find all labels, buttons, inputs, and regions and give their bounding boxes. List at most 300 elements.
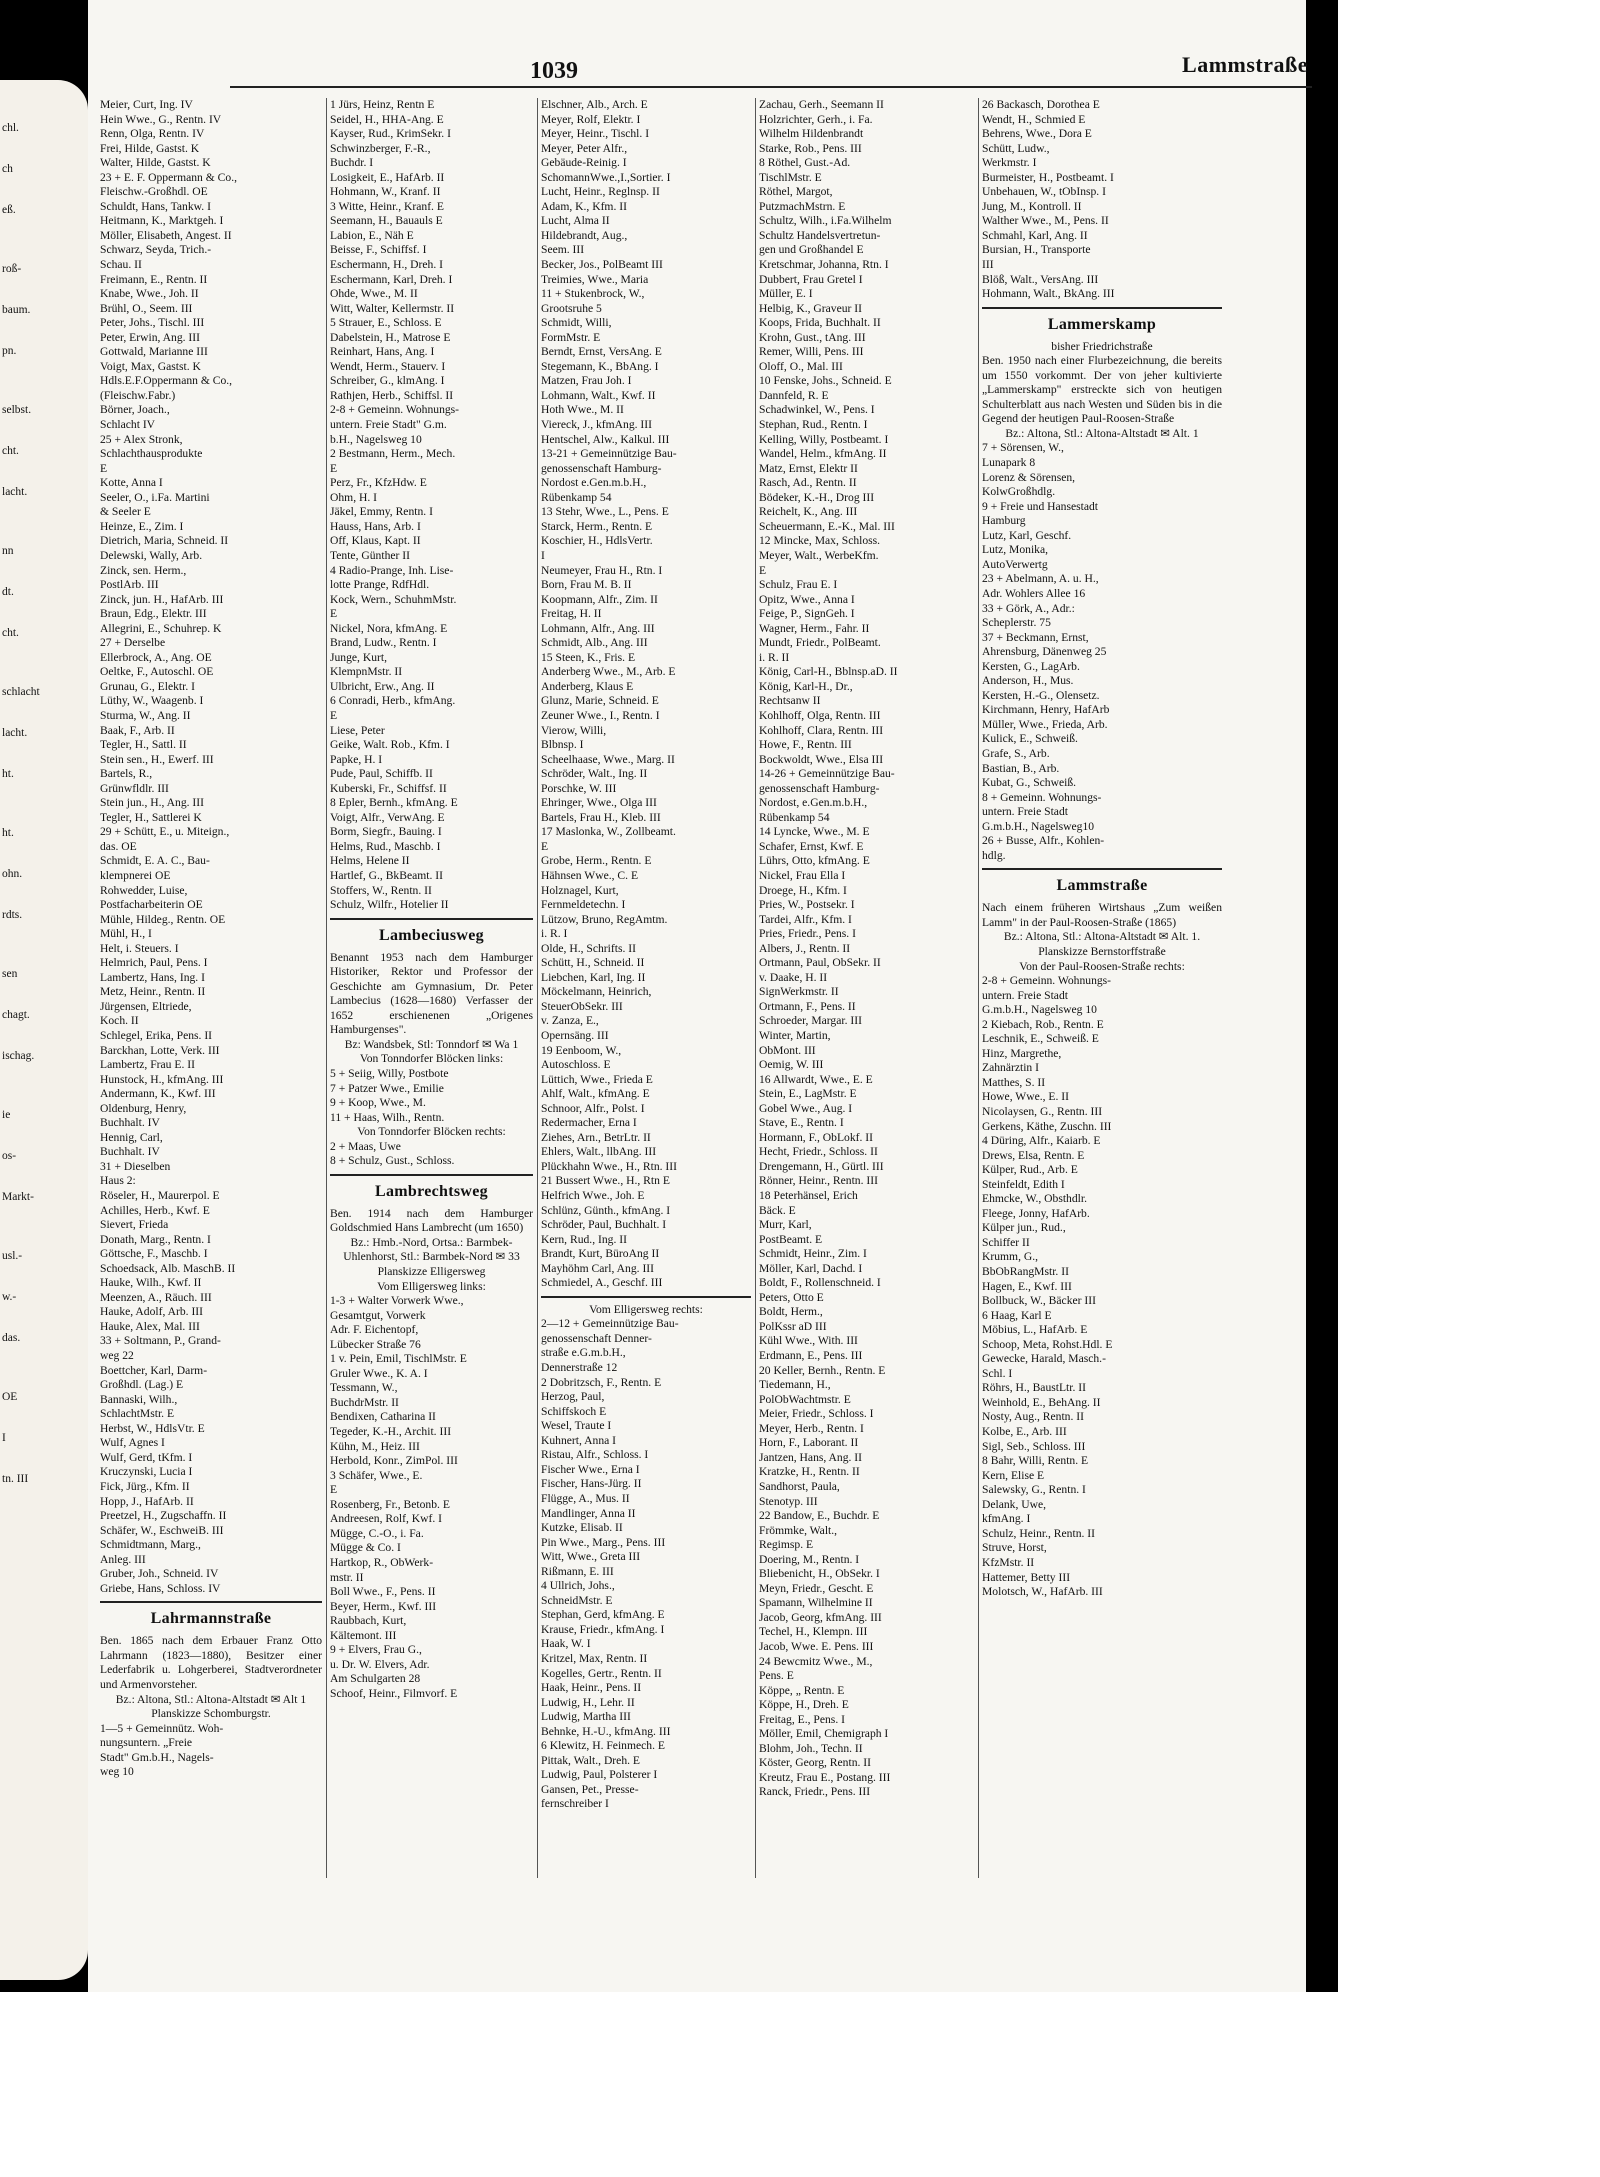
directory-entry: Grafe, S., Arb. xyxy=(982,746,1050,760)
directory-entry: Ehringer, Wwe., Olga III xyxy=(541,796,657,810)
directory-entry: Lohmann, Alfr., Ang. III xyxy=(541,621,655,635)
left-page-fragment: ht. xyxy=(2,768,14,780)
directory-entry: Müller, Wwe., Frieda, Arb. xyxy=(982,717,1108,731)
directory-entry: Koch. II xyxy=(100,1014,139,1028)
directory-entry: Jacob, Wwe. E. Pens. III xyxy=(759,1639,874,1653)
left-page-fragment: usl.- xyxy=(2,1250,23,1262)
directory-entry: Droege, H., Kfm. I xyxy=(759,883,847,897)
directory-entry: Boldt, F., Rollenschneid. I xyxy=(759,1276,881,1290)
directory-entry: Ludwig, Paul, Polsterer I xyxy=(541,1768,658,1782)
directory-entry: i. R. I xyxy=(541,927,568,941)
directory-entry: Schultz, Wilh., i.Fa.Wilhelm xyxy=(759,214,892,228)
directory-entry: Meyer, Herb., Rentn. I xyxy=(759,1421,864,1435)
directory-entry: Stoffers, W., Rentn. II xyxy=(330,883,432,897)
left-page-fragment: dt. xyxy=(2,586,14,598)
directory-entry: lotte Prange, RdfHdl. xyxy=(330,578,430,592)
directory-entry: 15 Steen, K., Fris. E xyxy=(541,650,636,664)
street-note: Planskizze Schomburgstr. xyxy=(151,1707,271,1721)
directory-entry: Opernsäng. III xyxy=(541,1029,609,1042)
directory-entry: Matzen, Frau Joh. I xyxy=(541,374,632,388)
directory-entry: Reichelt, K., Ang. III xyxy=(759,505,858,519)
directory-entry: 3 Witte, Heinr., Kranf. E xyxy=(330,199,444,213)
directory-entry: Gottwald, Marianne III xyxy=(100,345,208,359)
directory-entry: Rosenberg, Fr., Betonb. E xyxy=(330,1497,450,1511)
directory-entry: Hartkop, R., ObWerk- xyxy=(330,1555,434,1569)
left-page-fragment: pn. xyxy=(2,345,17,357)
directory-entry: Lüttich, Wwe., Frieda E xyxy=(541,1072,653,1086)
directory-entry: Nordost e.Gen.m.b.H., xyxy=(541,476,647,490)
directory-entry: Schäfer, W., EschweiB. III xyxy=(100,1523,224,1537)
directory-entry: Feige, P., SignGeh. I xyxy=(759,607,855,621)
directory-entry: Peter, Erwin, Ang. III xyxy=(100,330,200,344)
directory-entry: Haus 2: xyxy=(100,1174,136,1188)
left-page-fragment: ischag. xyxy=(2,1050,35,1062)
directory-entry: Ehmcke, W., Obsthdlr. xyxy=(982,1192,1087,1206)
directory-entry: König, Karl-H., Dr., xyxy=(759,679,853,693)
directory-entry: Külper, Rud., Arb. E xyxy=(982,1163,1078,1177)
directory-entry: Blbnsp. I xyxy=(541,738,584,752)
directory-entry: Schlegel, Erika, Pens. II xyxy=(100,1029,213,1042)
directory-entry: Möckelmann, Heinrich, xyxy=(541,985,652,999)
directory-entry: Lützow, Bruno, RegAmtm. xyxy=(541,912,668,926)
left-page-fragment: cht. xyxy=(2,627,19,639)
directory-entry: Meier, Curt, Ing. IV xyxy=(100,98,193,111)
directory-entry: 2-8 + Gemeinn. Wohnungs- xyxy=(330,403,460,417)
directory-entry: Fernmeldetechn. I xyxy=(541,898,626,912)
directory-entry: KlempnMstr. II xyxy=(330,665,403,679)
left-page-fragment: ohn. xyxy=(2,868,23,880)
directory-entry: 2—12 + Gemeinnützige Bau- xyxy=(541,1317,679,1331)
left-page-fragment: cht. xyxy=(2,445,19,457)
directory-entry: untern. Freie Stadt" G.m. xyxy=(330,418,447,432)
directory-entry: AutoVerwertg xyxy=(982,557,1048,571)
directory-entry: Ahlf, Walt., kfmAng. E xyxy=(541,1087,650,1101)
directory-entry: Behrens, Wwe., Dora E xyxy=(982,127,1092,141)
directory-entry: Stave, E., Rentn. I xyxy=(759,1116,844,1130)
directory-entry: Autoschloss. E xyxy=(541,1058,611,1072)
directory-entry: PolObWachtmstr. E xyxy=(759,1392,851,1406)
directory-entry: Beyer, Herm., Kwf. III xyxy=(330,1599,437,1613)
street-note: Planskizze Elligersweg xyxy=(377,1265,486,1279)
directory-entry: Koschier, H., HdlsVertr. xyxy=(541,534,653,548)
column-4 xyxy=(759,98,974,1878)
directory-entry: 14-26 + Gemeinnützige Bau- xyxy=(759,767,895,781)
directory-entry: Oldenburg, Henry, xyxy=(100,1101,187,1115)
directory-entry: Oeltke, F., Autoschl. OE xyxy=(100,665,214,679)
directory-entry: E xyxy=(330,708,338,722)
street-description: Benannt 1953 nach dem Hamburger Historiker, Rektor und Professor der Geschichte am Gymnasium, Dr. Peter Lambecius (1628—1680) Verfasser der 1652 erschienenen „Origenes Hamburgenses". xyxy=(330,950,533,1037)
directory-entry: Olde, H., Schrifts. II xyxy=(541,941,636,955)
directory-entry: 29 + Schütt, E., u. Miteign., xyxy=(100,825,230,839)
directory-entry: 6 Conradi, Herb., kfmAng. xyxy=(330,694,456,708)
directory-entry: Matz, Ernst, Elektr II xyxy=(759,461,858,475)
directory-entry: Jäkel, Emmy, Rentn. I xyxy=(330,505,433,519)
directory-entry: Gebäude-Reinig. I xyxy=(541,156,627,170)
directory-entry: E xyxy=(100,461,108,475)
directory-entry: Bannaski, Wilh., xyxy=(100,1392,178,1406)
directory-entry: Fleischw.-Großhdl. OE xyxy=(100,185,208,199)
directory-entry: PolKssr aD III xyxy=(759,1319,827,1333)
directory-entry: 21 Bussert Wwe., H., Rtn E xyxy=(541,1174,670,1188)
directory-entry: Horn, F., Laborant. II xyxy=(759,1436,859,1450)
directory-entry: Schröder, Walt., Ing. II xyxy=(541,767,648,781)
directory-entry: Hattemer, Betty III xyxy=(982,1570,1071,1584)
directory-entry: Walther Wwe., M., Pens. II xyxy=(982,214,1109,228)
directory-entry: Bartels, Frau H., Kleb. III xyxy=(541,810,661,824)
directory-entry: Bursian, H., Transporte xyxy=(982,243,1091,257)
directory-entry: PostlArb. III xyxy=(100,578,159,592)
directory-entry: Lambertz, Hans, Ing. I xyxy=(100,970,205,984)
directory-entry: Hunstock, H., kfmAng. III xyxy=(100,1072,224,1086)
directory-entry: Schmidtmann, Marg., xyxy=(100,1538,201,1552)
directory-entry: Kruczynski, Lucia I xyxy=(100,1465,193,1479)
directory-entry: Dannfeld, R. E xyxy=(759,388,829,402)
directory-entry: Schmidt, Heinr., Zim. I xyxy=(759,1247,867,1261)
street-heading: Lammerskamp xyxy=(1047,315,1157,333)
directory-entry: Metz, Heinr., Rentn. II xyxy=(100,985,206,999)
directory-entry: Zinck, sen. Herm., xyxy=(100,563,187,577)
directory-entry: Boldt, Herm., xyxy=(759,1305,823,1319)
directory-entry: Kersten, H.-G., Olensetz. xyxy=(982,688,1100,702)
directory-entry: Dubbert, Frau Gretel I xyxy=(759,272,863,286)
section-rule xyxy=(982,868,1222,870)
directory-entry: Rönner, Heinr., Rentn. III xyxy=(759,1174,878,1188)
directory-entry: Griebe, Hans, Schloss. IV xyxy=(100,1581,221,1595)
directory-entry: untern. Freie Stadt xyxy=(982,805,1068,819)
directory-entry: 2-8 + Gemeinn. Wohnungs- xyxy=(982,974,1112,988)
directory-entry: Schmahl, Karl, Ang. II xyxy=(982,228,1088,242)
directory-entry: Vierow, Willi, xyxy=(541,723,607,737)
directory-entry: Schulz, Wilfr., Hotelier II xyxy=(330,898,449,912)
directory-entry: Lucht, Alma II xyxy=(541,214,610,228)
directory-entry: Anderberg, Klaus E xyxy=(541,679,634,693)
directory-entry: Knabe, Wwe., Joh. II xyxy=(100,287,199,301)
directory-entry: 20 Keller, Bernh., Rentn. E xyxy=(759,1363,886,1377)
directory-entry: Hauke, Adolf, Arb. III xyxy=(100,1305,204,1319)
directory-entry: 2 Kiebach, Rob., Rentn. E xyxy=(982,1017,1104,1031)
left-page-fragment: ht. xyxy=(2,827,14,839)
directory-entry: Röhrs, H., BaustLtr. II xyxy=(982,1381,1087,1395)
directory-entry: 26 Backasch, Dorothea E xyxy=(982,98,1100,111)
directory-entry: 31 + Dieselben xyxy=(100,1159,171,1173)
directory-entry: Pittak, Walt., Dreh. E xyxy=(541,1753,640,1767)
directory-entry: III xyxy=(982,258,994,272)
directory-entry: nungsuntern. „Freie xyxy=(100,1736,193,1750)
left-page-fragment: rdts. xyxy=(2,909,23,921)
directory-entry: Freimann, E., Rentn. II xyxy=(100,272,208,286)
directory-entry: 11 + Haas, Wilh., Rentn. xyxy=(330,1110,445,1124)
directory-entry: Adr. Wohlers Allee 16 xyxy=(982,586,1086,600)
directory-entry: Spamann, Wilhelmine II xyxy=(759,1596,873,1610)
directory-entry: Rathjen, Herb., Schiffsl. II xyxy=(330,388,454,402)
directory-entry: Hopp, J., HafArb. II xyxy=(100,1494,194,1508)
directory-entry: Meyer, Rolf, Elektr. I xyxy=(541,112,641,126)
left-page-fragment: ch xyxy=(2,163,13,175)
directory-entry: Kolbe, E., Arb. III xyxy=(982,1425,1067,1439)
directory-entry: Fick, Jürg., Kfm. II xyxy=(100,1479,190,1493)
directory-entry: Schiffer II xyxy=(982,1235,1030,1249)
directory-entry: Köster, Georg, Rentn. II xyxy=(759,1756,872,1770)
directory-entry: 18 Peterhänsel, Erich xyxy=(759,1189,858,1203)
directory-entry: Eschermann, H., Dreh. I xyxy=(330,258,443,272)
directory-entry: Helms, Helene II xyxy=(330,854,410,868)
directory-entry: klempnerei OE xyxy=(100,868,171,882)
directory-entry: 1 Jürs, Heinz, Rentn E xyxy=(330,98,435,111)
directory-entry: Andermann, K., Kwf. III xyxy=(100,1087,216,1101)
directory-entry: straße e.G.m.b.H., xyxy=(541,1346,626,1360)
directory-entry: 1-3 + Walter Vorwerk Wwe., xyxy=(330,1294,464,1308)
directory-entry: 6 Klewitz, H. Feinmech. E xyxy=(541,1739,665,1753)
directory-entry: 2 Dobritzsch, F., Rentn. E xyxy=(541,1375,662,1389)
directory-entry: Remer, Willi, Pens. III xyxy=(759,345,864,359)
directory-entry: Walter, Hilde, Gastst. K xyxy=(100,156,211,170)
directory-entry: Dabelstein, H., Matrose E xyxy=(330,330,451,344)
directory-entry: 7 + Patzer Wwe., Emilie xyxy=(330,1081,444,1095)
directory-entry: Herbold, Konr., ZimPol. III xyxy=(330,1454,458,1468)
directory-entry: Kersten, G., LagArb. xyxy=(982,659,1080,673)
street-note: Bz.: Altona, Stl.: Altona-Altstadt ✉ Alt. 1. xyxy=(1003,930,1201,944)
street-note: Bz.: Altona, Stl.: Altona-Altstadt ✉ Alt 1 xyxy=(115,1692,307,1706)
directory-entry: Blohm, Joh., Techn. II xyxy=(759,1741,863,1755)
directory-entry: Becker, Jos., PolBeamt III xyxy=(541,258,663,272)
directory-entry: 9 + Elvers, Frau G., xyxy=(330,1643,422,1657)
directory-entry: Tardei, Alfr., Kfm. I xyxy=(759,912,852,926)
left-page-fragment: sen xyxy=(2,968,18,980)
directory-entry: Witt, Walter, Kellermstr. II xyxy=(330,301,455,315)
directory-entry: Kotte, Anna I xyxy=(100,476,163,490)
directory-entry: 22 Bandow, E., Buchdr. E xyxy=(759,1509,880,1523)
directory-entry: Ellerbrock, A., Ang. OE xyxy=(100,650,212,664)
directory-entry: Schlacht IV xyxy=(100,418,156,432)
directory-entry: Schröder, Paul, Buchhalt. I xyxy=(541,1218,667,1232)
directory-entry: Sturma, W., Ang. II xyxy=(100,708,191,722)
directory-entry: Herzog, Paul, xyxy=(541,1390,605,1404)
directory-entry: Redermacher, Erna I xyxy=(541,1116,637,1130)
left-page-fragment: OE xyxy=(2,1391,18,1403)
directory-entry: SchneidMstr. E xyxy=(541,1593,613,1607)
directory-entry: Ulbricht, Erw., Ang. II xyxy=(330,679,435,693)
left-page-fragment: selbst. xyxy=(2,404,32,416)
directory-entry: 33 + Görk, A., Adr.: xyxy=(982,601,1075,615)
street-heading: Lambrechtsweg xyxy=(375,1182,488,1200)
directory-entry: Kritzel, Max, Rentn. II xyxy=(541,1651,648,1665)
directory-entry: Buchhalt. IV xyxy=(100,1116,160,1130)
directory-entry: Treimies, Wwe., Maria xyxy=(541,272,649,286)
directory-entry: kfmAng. I xyxy=(982,1512,1031,1526)
street-heading: Lambeciusweg xyxy=(379,926,484,944)
directory-entry: Peter, Johs., Tischl. III xyxy=(100,316,205,330)
street-note: Von Tonndorfer Blöcken rechts: xyxy=(357,1125,506,1139)
directory-entry: Hamburg xyxy=(982,514,1026,528)
column-1 xyxy=(100,98,322,1878)
directory-entry: SchlachtMstr. E xyxy=(100,1407,175,1421)
directory-entry: Schafer, Ernst, Kwf. E xyxy=(759,839,864,853)
directory-entry: Wilhelm Hildenbrandt xyxy=(759,127,864,141)
directory-entry: Meenzen, A., Räuch. III xyxy=(100,1290,212,1304)
directory-entry: Ortmann, Paul, ObSekr. II xyxy=(759,956,881,970)
left-page-edge xyxy=(0,80,88,1980)
directory-entry: Seem. III xyxy=(541,243,585,257)
directory-entry: Adr. F. Eichentopf, xyxy=(330,1323,419,1337)
directory-entry: BuchdrMstr. II xyxy=(330,1395,399,1409)
directory-entry: Am Schulgarten 28 xyxy=(330,1672,421,1686)
directory-entry: Schoof, Heinr., Filmvorf. E xyxy=(330,1686,458,1700)
directory-entry: Schl. I xyxy=(982,1366,1013,1380)
directory-entry: Seeler, O., i.Fa. Martini xyxy=(100,490,210,504)
directory-entry: Jung, M., Kontroll. II xyxy=(982,199,1082,213)
directory-entry: Rübenkamp 54 xyxy=(759,810,830,824)
directory-entry: Kühn, M., Heiz. III xyxy=(330,1439,420,1453)
directory-entry: Nicolaysen, G., Rentn. III xyxy=(982,1105,1103,1118)
directory-entry: Kühl Wwe., With. III xyxy=(759,1334,858,1348)
directory-entry: Beisse, F., Schiffsf. I xyxy=(330,243,427,257)
left-page-fragment: nn xyxy=(2,545,14,557)
left-page-fragment: ie xyxy=(2,1109,11,1121)
directory-entry: Stein sen., H., Ewerf. III xyxy=(100,752,214,766)
directory-entry: Elschner, Alb., Arch. E xyxy=(541,98,648,111)
directory-entry: Schwinzberger, F.-R., xyxy=(330,141,431,155)
directory-entry: Wulf, Gerd, tKfm. I xyxy=(100,1450,193,1464)
directory-entry: Müller, E. I xyxy=(759,287,813,301)
directory-entry: gen und Großhandel E xyxy=(759,243,864,257)
directory-entry: Gruber, Joh., Schneid. IV xyxy=(100,1567,219,1581)
column-divider xyxy=(755,98,756,1878)
directory-entry: Schreiber, G., klmAng. I xyxy=(330,374,445,388)
directory-entry: Hentschel, Alw., Kalkul. III xyxy=(541,432,670,446)
directory-entry: Howe, F., Rentn. III xyxy=(759,738,852,752)
directory-entry: Schmidt, Willi, xyxy=(541,316,612,330)
directory-entry: Göttsche, F., Maschb. I xyxy=(100,1247,208,1261)
directory-entry: Kern, Rud., Ing. II xyxy=(541,1232,627,1246)
directory-entry: 13 Stehr, Wwe., L., Pens. E xyxy=(541,505,669,519)
directory-entry: Herbst, W., HdlsVtr. E xyxy=(100,1421,205,1435)
directory-entry: Postfacharbeiterin OE xyxy=(100,898,203,912)
directory-entry: Lorenz & Sörensen, xyxy=(982,470,1076,484)
directory-entry: Ortmann, F., Pens. II xyxy=(759,999,856,1013)
left-page-fragment: eß. xyxy=(2,204,16,216)
directory-entry: 7 + Sörensen, W., xyxy=(982,441,1064,455)
directory-entry: Born, Frau M. B. II xyxy=(541,578,632,592)
directory-entry: Kulick, E., Schweiß. xyxy=(982,732,1078,746)
directory-entry: Unbehauen, W., tObInsp. I xyxy=(982,185,1106,199)
directory-entry: FormMstr. E xyxy=(541,330,601,344)
directory-entry: Reinhart, Hans, Ang. I xyxy=(330,345,435,359)
street-note: Von der Paul-Roosen-Straße rechts: xyxy=(1019,959,1185,973)
directory-entry: 11 + Stukenbrock, W., xyxy=(541,287,645,301)
directory-entry: Stein, E., LagMstr. E xyxy=(759,1087,857,1101)
directory-entry: Oemig, W. III xyxy=(759,1058,824,1072)
street-note: Bz: Wandsbek, Stl: Tonndorf ✉ Wa 1 xyxy=(344,1037,519,1051)
directory-entry: genossenschaft Hamburg- xyxy=(759,781,880,795)
directory-entry: Kuhnert, Anna I xyxy=(541,1433,617,1447)
directory-entry: Wendt, Herm., Stauerv. I xyxy=(330,359,446,373)
directory-entry: Dietrich, Maria, Schneid. II xyxy=(100,534,229,548)
directory-entry: Anderberg Wwe., M., Arb. E xyxy=(541,665,676,679)
directory-entry: Doering, M., Rentn. I xyxy=(759,1552,860,1566)
directory-entry: Porschke, W. III xyxy=(541,781,617,795)
directory-entry: Börner, Joach., xyxy=(100,403,170,417)
directory-entry: TischlMstr. E xyxy=(759,170,822,184)
directory-entry: Scheelhaase, Wwe., Marg. II xyxy=(541,752,675,766)
column-5 xyxy=(982,98,1222,1878)
directory-entry: 4 Düring, Alfr., Kaiarb. E xyxy=(982,1134,1101,1148)
directory-entry: E xyxy=(330,1483,338,1497)
directory-entry: Kretschmar, Johanna, Rtn. I xyxy=(759,258,889,272)
directory-entry: Kreutz, Frau E., Postang. III xyxy=(759,1770,891,1784)
section-rule xyxy=(100,1601,322,1603)
directory-entry: Helms, Rud., Maschb. I xyxy=(330,839,441,853)
directory-entry: Off, Klaus, Kapt. II xyxy=(330,534,421,548)
directory-entry: Glunz, Marie, Schneid. E xyxy=(541,694,659,708)
directory-entry: Voigt, Alfr., VerwAng. E xyxy=(330,810,445,824)
directory-entry: Krause, Friedr., kfmAng. I xyxy=(541,1622,665,1636)
directory-entry: Stephan, Gerd, kfmAng. E xyxy=(541,1608,665,1622)
directory-entry: 5 Strauer, E., Schloss. E xyxy=(330,316,442,330)
directory-entry: v. Daake, H. II xyxy=(759,970,828,984)
directory-entry: Lucht, Heinr., Reglnsp. II xyxy=(541,185,660,199)
directory-entry: Adam, K., Kfm. II xyxy=(541,199,627,213)
directory-entry: genossenschaft Denner- xyxy=(541,1331,652,1345)
directory-entry: 27 + Derselbe xyxy=(100,636,166,650)
directory-entry: Steinfeldt, Edith I xyxy=(982,1177,1065,1191)
directory-entry: 3 Schäfer, Wwe., E. xyxy=(330,1468,423,1482)
directory-entry: Hildebrandt, Aug., xyxy=(541,228,628,242)
directory-entry: Hohmann, Walt., BkAng. III xyxy=(982,287,1115,301)
directory-entry: KfzMstr. II xyxy=(982,1555,1035,1569)
section-rule xyxy=(541,1296,751,1298)
directory-entry: 8 Röthel, Gust.-Ad. xyxy=(759,156,851,170)
directory-entry: Andreesen, Rolf, Kwf. I xyxy=(330,1512,443,1526)
column-divider xyxy=(978,98,979,1878)
directory-entry: Zeuner Wwe., I., Rentn. I xyxy=(541,708,660,722)
directory-entry: Röthel, Margot, xyxy=(759,185,833,199)
directory-entry: Starck, Herm., Rentn. E xyxy=(541,519,653,533)
directory-entry: Fleege, Jonny, HafArb. xyxy=(982,1206,1090,1220)
directory-entry: Voigt, Max, Gastst. K xyxy=(100,359,201,373)
directory-entry: Liebchen, Karl, Ing. II xyxy=(541,970,646,984)
directory-entry: Möller, Elisabeth, Angest. II xyxy=(100,228,232,242)
directory-entry: Haak, Heinr., Pens. II xyxy=(541,1681,642,1695)
left-page-fragment: lacht. xyxy=(2,486,28,498)
directory-entry: 1—5 + Gemeinnütz. Woh- xyxy=(100,1721,224,1735)
street-note: Vom Elligersweg links: xyxy=(377,1279,486,1293)
directory-entry: Blöß, Walt., VersAng. III xyxy=(982,272,1099,286)
directory-entry: Scheuermann, E.-K., Mal. III xyxy=(759,519,895,533)
left-page-fragment: chl. xyxy=(2,122,19,134)
directory-entry: Berndt, Ernst, VersAng. E xyxy=(541,345,662,359)
directory-entry: Eschermann, Karl, Dreh. I xyxy=(330,272,453,286)
directory-entry: Köppe, „ Rentn. E xyxy=(759,1683,845,1697)
directory-entry: Nordost, e.Gen.m.b.H., xyxy=(759,796,868,810)
directory-entry: Tegeder, K.-H., Archit. III xyxy=(330,1425,452,1439)
directory-entry: Tegler, H., Sattlerei K xyxy=(100,810,202,824)
directory-entry: Schulz, Heinr., Rentn. II xyxy=(982,1526,1096,1540)
directory-entry: 6 Haag, Karl E xyxy=(982,1308,1052,1322)
directory-entry: 24 Bewcmitz Wwe., M., xyxy=(759,1654,873,1668)
directory-entry: Gruler Wwe., K. A. I xyxy=(330,1366,428,1380)
directory-entry: Rübenkamp 54 xyxy=(541,490,612,504)
street-description: Ben. 1950 nach einer Flurbezeichnung, die bereits um 1550 vorkommt. Der von jeher kultivierte „Lammerskamp" erstreckte sich von heutigen Schulterblatt aus nach Westen und Süden bis in die Gegend der heutigen Paul-Roosen-Straße xyxy=(982,354,1222,426)
directory-entry: Wandel, Helm., kfmAng. II xyxy=(759,447,887,461)
directory-entry: Zinck, jun. H., HafArb. III xyxy=(100,592,224,606)
directory-entry: Seemann, H., Bauauls E xyxy=(330,214,443,228)
directory-entry: 8 Epler, Bernh., kfmAng. E xyxy=(330,796,458,810)
directory-entry: Freitag, H. II xyxy=(541,607,602,621)
directory-entry: E xyxy=(759,563,767,577)
directory-entry: Meyn, Friedr., Gescht. E xyxy=(759,1581,874,1595)
directory-entry: Krumm, G., xyxy=(982,1250,1039,1264)
directory-entry: 10 Fenske, Johs., Schneid. E xyxy=(759,374,892,388)
